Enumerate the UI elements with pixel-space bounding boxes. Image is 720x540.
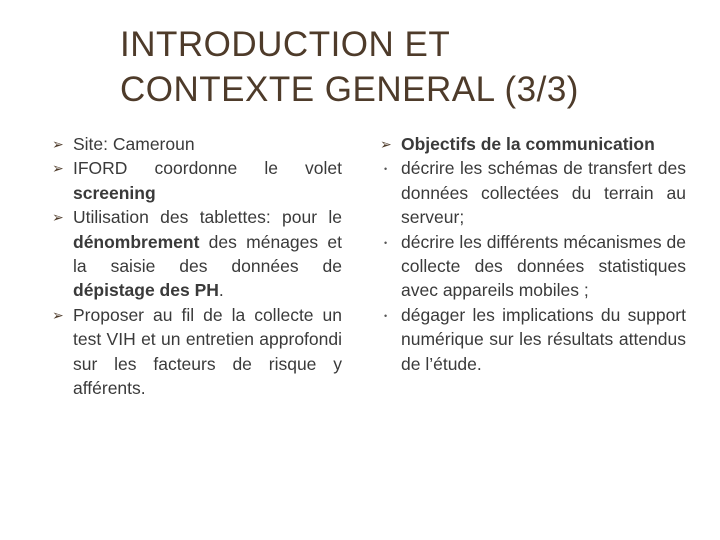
dot-bullet-icon: •	[384, 164, 388, 175]
slide-title-line-2: CONTEXTE GENERAL (3/3)	[120, 70, 579, 109]
arrow-bullet-icon: ➢	[52, 306, 64, 323]
right-bullet-objectifs	[380, 132, 686, 156]
left-bullet-tablettes	[52, 205, 342, 303]
slide-title	[120, 22, 680, 112]
arrow-bullet-icon: ➢	[380, 136, 392, 152]
tablettes-text-3: .	[218, 280, 224, 301]
tablettes-text-1: Utilisation des tablettes: pour le	[73, 207, 342, 228]
arrow-bullet-icon: ➢	[52, 136, 64, 152]
mecanismes-text: décrire les différents mécanismes de collecte des données statistiques avec appareils mobiles ;	[401, 231, 686, 301]
tablettes-text-2: des ménages et la saisie des données de	[73, 231, 342, 277]
depistage-text: dépistage des PH	[73, 280, 219, 301]
left-column	[52, 132, 342, 400]
denombrement-text: dénombrement	[73, 231, 200, 252]
site-text: Site: Cameroun	[73, 134, 195, 154]
arrow-bullet-icon: ➢	[52, 160, 64, 177]
arrow-bullet-icon: ➢	[52, 209, 64, 226]
slide-title-line-1: INTRODUCTION ET	[120, 25, 451, 64]
left-bullet-site	[52, 132, 342, 156]
iford-text: IFORD coordonne le volet	[73, 158, 342, 179]
left-bullet-iford	[52, 156, 342, 205]
dot-bullet-icon: •	[384, 310, 388, 321]
transfert-text: décrire les schémas de transfert des données collectées du terrain au serveur;	[401, 158, 686, 228]
right-bullet-implications	[380, 303, 686, 376]
objectifs-text: Objectifs de la communication	[401, 134, 655, 154]
proposer-text: Proposer au fil de la collecte un test VIH et un entretien approfondi sur les facteurs de risque y afférents.	[73, 304, 342, 399]
right-bullet-mecanismes	[380, 230, 686, 303]
dot-bullet-icon: •	[384, 237, 388, 248]
screening-text: screening	[73, 182, 156, 203]
implications-text: dégager les implications du support numérique sur les résultats attendus de l’étude.	[401, 304, 686, 374]
left-bullet-proposer	[52, 303, 342, 401]
right-column	[380, 132, 686, 376]
right-bullet-transfert	[380, 156, 686, 229]
